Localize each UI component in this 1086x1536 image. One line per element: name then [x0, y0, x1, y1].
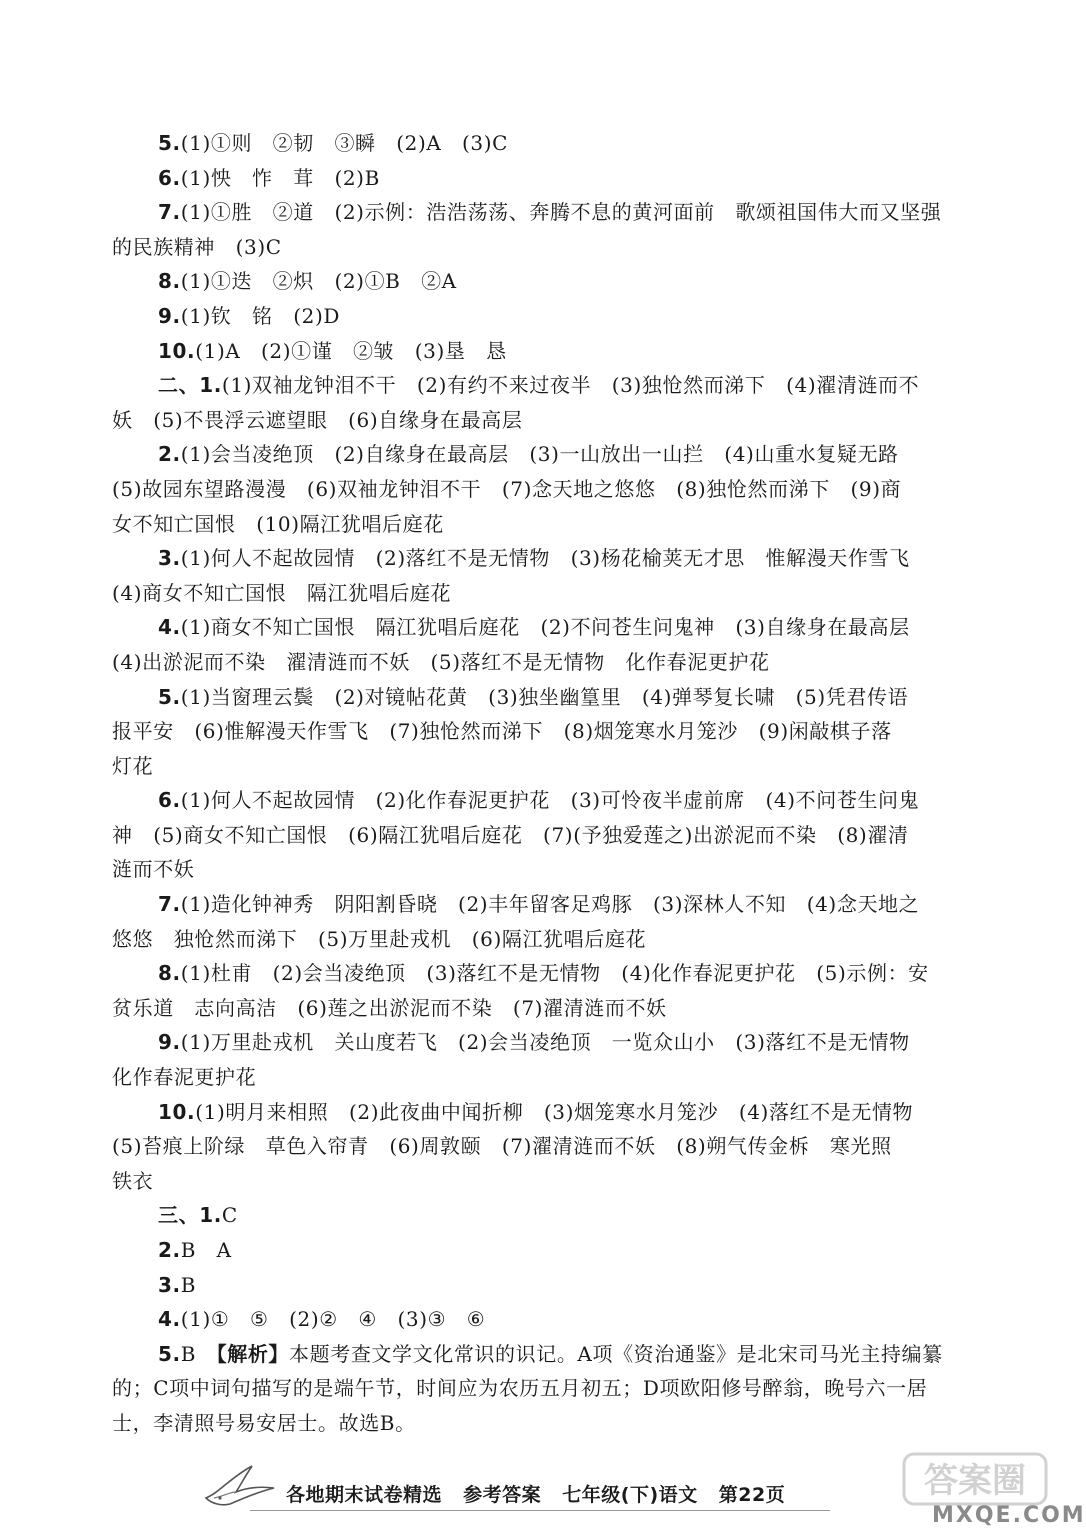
answer-text: (5)苔痕上阶绿 草色入帘青 (6)周敦颐 (7)濯清涟而不妖 (8)朔气传金柝 寒光照 [112, 1134, 892, 1159]
answer-text: 士，李清照号易安居士。故选B。 [112, 1410, 416, 1435]
answer-line [112, 1025, 974, 1060]
question-number: 5. [158, 684, 181, 709]
watermark-title: 答案圈 [924, 1461, 1026, 1501]
answer-text: C [221, 1203, 238, 1228]
answer-text: 神 (5)商女不知亡国恨 (6)隔江犹唱后庭花 (7)(予独爱莲之)出淤泥而不染 (8)濯清 [112, 822, 909, 847]
answer-text: (1)会当凌绝顶 (2)自缘身在最高层 (3)一山放出一山拦 (4)山重水复疑无路 [180, 442, 899, 467]
answer-text: (1)当窗理云鬓 (2)对镜帖花黄 (3)独坐幽篁里 (4)弹琴复长啸 (5)凭君传语 [180, 684, 909, 709]
footer-grade-subject: 七年级(下)语文 [562, 1484, 698, 1506]
answer-text: (4)出淤泥而不染 濯清涟而不妖 (5)落红不是无情物 化作春泥更护花 [112, 649, 770, 674]
question-number: 3. [158, 1272, 181, 1297]
answer-line [112, 783, 974, 818]
answer-text: 贫乐道 志向高洁 (6)莲之出淤泥而不染 (7)濯清涟而不妖 [112, 995, 667, 1020]
answer-text: 灯花 [112, 753, 154, 778]
answer-line [112, 472, 974, 507]
footer-divider [250, 1510, 830, 1511]
question-number: 10. [158, 1099, 196, 1124]
answer-text: B [180, 1272, 197, 1297]
question-number: 7. [158, 200, 181, 225]
footer-section: 参考答案 [463, 1484, 542, 1506]
question-number: 5. [158, 1341, 181, 1366]
answer-line [112, 1129, 974, 1164]
question-number: 2. [158, 1238, 181, 1262]
question-number: 6. [158, 788, 181, 813]
answer-text: 的；C项中词句描写的是端午节，时间应为农历五月初五；D项欧阳修号醉翁，晚号六一居 [112, 1376, 928, 1401]
answer-text: 女不知亡国恨 (10)隔江犹唱后庭花 [112, 511, 444, 536]
question-number: 8. [158, 961, 181, 986]
question-number: 4. [158, 1307, 181, 1332]
answer-text: (1)明月来相照 (2)此夜曲中闻折柳 (3)烟笼寒水月笼沙 (4)落红不是无情物 [195, 1099, 914, 1124]
answer-text: (1)①迭 ②炽 (2)①B ②A [180, 269, 457, 294]
question-number: 9. [158, 1030, 181, 1055]
answer-content [112, 126, 974, 1441]
answer-line [112, 1268, 974, 1303]
question-number: 3. [158, 546, 181, 571]
answer-line [112, 680, 974, 715]
answer-line [112, 1371, 974, 1406]
answer-text: B A [180, 1238, 232, 1262]
answer-text: (1)① ⑤ (2)② ④ (3)③ ⑥ [180, 1307, 486, 1332]
answer-line [112, 1337, 974, 1372]
answer-line [112, 126, 974, 161]
answer-line [112, 1233, 974, 1268]
answer-line [112, 299, 974, 334]
answer-line [112, 334, 974, 369]
answer-text: (1)杜甫 (2)会当凌绝顶 (3)落红不是无情物 (4)化作春泥更护花 (5)示例：安 [180, 961, 929, 986]
answer-text: (1)万里赴戎机 关山度若飞 (2)会当凌绝顶 一览众山小 (3)落红不是无情物 [180, 1030, 910, 1055]
answer-line [112, 368, 974, 403]
answer-text: (1)何人不起故园情 (2)落红不是无情物 (3)杨花榆荚无才思 惟解漫天作雪飞 [180, 546, 910, 571]
answer-line [112, 195, 974, 230]
answer-text: 报平安 (6)惟解漫天作雪飞 (7)独怆然而涕下 (8)烟笼寒水月笼沙 (9)闲敲棋子落 [112, 719, 892, 744]
answer-text: (1)双袖龙钟泪不干 (2)有约不来过夜半 (3)独怆然而涕下 (4)濯清涟而不 [221, 373, 920, 398]
answer-text: (1)造化钟神秀 阴阳割昏晓 (2)丰年留客足鸡豚 (3)深林人不知 (4)念天地之 [180, 892, 920, 917]
footer-page-number: 第22页 [718, 1484, 786, 1506]
answer-line [112, 956, 974, 991]
answer-line [112, 507, 974, 542]
answer-text: (1)①胜 ②道 (2)示例：浩浩荡荡、奔腾不息的黄河面前 歌颂祖国伟大而又坚强 [180, 200, 942, 225]
answer-text: 妖 (5)不畏浮云遮望眼 (6)自缘身在最高层 [112, 407, 523, 432]
question-number: 8. [158, 269, 181, 294]
answer-line [112, 230, 974, 265]
answer-line [112, 749, 974, 784]
answer-line [112, 264, 974, 299]
answer-text: (5)故园东望路漫漫 (6)双袖龙钟泪不干 (7)念天地之悠悠 (8)独怆然而涕下 (9)商 [112, 476, 902, 501]
question-number: 6. [158, 165, 181, 190]
answer-line [112, 714, 974, 749]
answer-line [112, 1406, 974, 1441]
answer-text: 铁衣 [112, 1168, 154, 1193]
question-number: 5. [158, 131, 181, 155]
answer-text: (4)商女不知亡国恨 隔江犹唱后庭花 [112, 580, 452, 605]
answer-line [112, 1095, 974, 1130]
answer-text: 的民族精神 (3)C [112, 234, 282, 259]
watermark-url: MXQE.COM [932, 1503, 1086, 1528]
answer-line [112, 610, 974, 645]
analysis-label: 【解析】 [216, 1341, 290, 1366]
answer-text: 悠悠 独怆然而涕下 (5)万里赴戎机 (6)隔江犹唱后庭花 [112, 926, 647, 951]
answer-text: (1)何人不起故园情 (2)化作春泥更护花 (3)可怜夜半虚前席 (4)不问苍生问鬼 [180, 788, 920, 813]
answer-line [112, 1164, 974, 1199]
question-number: 三、1. [158, 1203, 222, 1228]
answer-text: (1)A (2)①谨 ②皱 (3)垦 恳 [195, 338, 507, 363]
answer-line [112, 437, 974, 472]
question-number: 7. [158, 892, 181, 917]
answer-text: (1)①则 ②韧 ③瞬 (2)A (3)C [180, 131, 509, 155]
question-number: 4. [158, 615, 181, 640]
answer-line [112, 645, 974, 680]
question-number: 10. [158, 338, 196, 363]
answer-line [112, 576, 974, 611]
answer-line [112, 161, 974, 196]
answer-line [112, 922, 974, 957]
answer-line [112, 403, 974, 438]
answer-line [112, 991, 974, 1026]
answer-line [112, 1060, 974, 1095]
answer-text: 化作春泥更护花 [112, 1065, 257, 1090]
answer-line [112, 1198, 974, 1233]
answer-text: B 【解析】本题考查文学文化常识的识记。A项《资治通鉴》是北宋司马光主持编纂 [180, 1341, 943, 1366]
answer-line [112, 1302, 974, 1337]
answer-line [112, 818, 974, 853]
footer-book-title: 各地期末试卷精选 [286, 1484, 443, 1506]
question-number: 2. [158, 442, 181, 467]
answer-text: (1)商女不知亡国恨 隔江犹唱后庭花 (2)不问苍生问鬼神 (3)自缘身在最高层 [180, 615, 910, 640]
question-number: 二、1. [158, 373, 222, 398]
answer-line [112, 887, 974, 922]
answer-line [112, 852, 974, 887]
answer-line [112, 541, 974, 576]
question-number: 9. [158, 303, 181, 328]
answer-text: (1)钦 铭 (2)D [180, 303, 341, 328]
answer-text: (1)怏 怍 茸 (2)B [180, 165, 380, 190]
answer-text: 涟而不妖 [112, 857, 195, 882]
